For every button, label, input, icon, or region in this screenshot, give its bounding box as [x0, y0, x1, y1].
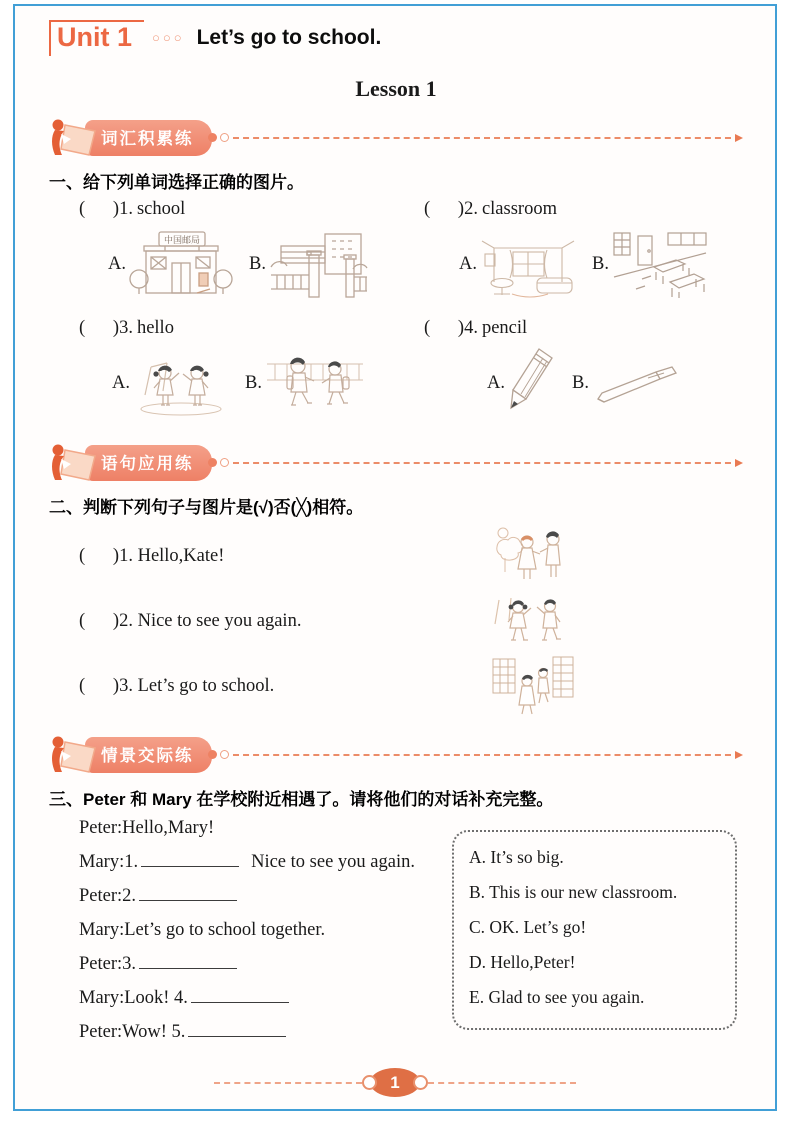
dot-icon [208, 458, 217, 467]
question-number: 2. [464, 198, 478, 219]
question-word: school [136, 198, 186, 219]
options-row [424, 222, 743, 308]
option-a-label: A. [112, 373, 131, 394]
girls-greeting-image [133, 351, 229, 417]
question-number: 4. [464, 317, 478, 338]
section1-banner [49, 116, 743, 160]
option-a [487, 346, 556, 422]
ring-icon [220, 133, 229, 142]
answer-blank-2 [139, 885, 237, 901]
answer-blank-5 [188, 1021, 286, 1037]
section1-badge: 词汇积累练 [85, 120, 212, 156]
question-word: classroom [481, 198, 557, 219]
vocab-question-grid [49, 199, 743, 427]
sentence-text: 2. Nice to see you again. [119, 610, 302, 631]
judge-list [49, 524, 743, 719]
option-b-label: B. [245, 373, 262, 394]
options-row [79, 222, 398, 308]
judge-item-1 [49, 524, 743, 589]
living-room-image [480, 232, 576, 298]
dialogue-line-2 [79, 850, 434, 874]
page-content [15, 6, 775, 1109]
answer-paren: ( ) [79, 198, 120, 219]
answer-option-a: A. It’s so big. [469, 846, 564, 867]
unit-dots-icon: ○○○ [152, 29, 185, 45]
answer-paren: ( ) [79, 317, 120, 338]
option-a [108, 230, 233, 300]
section2-banner [49, 441, 743, 485]
unit-header [49, 20, 743, 56]
speaker-label: Peter: [79, 817, 123, 838]
page-number: 1 [370, 1068, 420, 1097]
vocab-question-3 [79, 318, 398, 427]
answer-option-d: D. Hello,Peter! [469, 951, 576, 972]
post-office-image [129, 230, 233, 300]
page-frame [13, 4, 777, 1111]
ring-icon [220, 458, 229, 467]
page-footer [15, 1068, 775, 1097]
option-a [459, 232, 576, 298]
dialogue-text: Nice to see you again. [251, 851, 415, 872]
dashed-arrow-line [233, 462, 742, 464]
option-b [592, 231, 708, 299]
boys-walking-image [265, 350, 365, 418]
answer-options-box [452, 830, 737, 1030]
answer-option-b: B. This is our new classroom. [469, 881, 678, 902]
answer-paren: ( ) [424, 198, 465, 219]
answer-paren: ( ) [79, 610, 120, 631]
unit-title: Let’s go to school. [196, 25, 382, 49]
vocab-question-1 [79, 199, 398, 308]
section2-badge: 语句应用练 [85, 445, 212, 481]
judge-sentence [49, 611, 491, 632]
dialogue-line-1 [79, 816, 434, 840]
blank-number: 1. [124, 851, 139, 872]
answer-paren: ( ) [79, 675, 120, 696]
lesson-title: Lesson 1 [355, 75, 437, 101]
answer-blank-3 [139, 953, 237, 969]
options-row [79, 341, 398, 427]
post-office-sign-text: 中国邮局 [164, 234, 201, 245]
vocab-question-2 [424, 199, 743, 308]
unit-label: Unit 1 [49, 20, 144, 56]
section3-instruction: 三、Peter 和 Mary 在学校附近相遇了。请将他们的对话补充完整。 [49, 789, 554, 809]
judge-sentence [49, 546, 491, 567]
vocab-question-4 [424, 318, 743, 427]
dialogue-text: Hello,Mary! [122, 817, 215, 838]
question-line [424, 318, 743, 339]
blank-number: Look! 4. [124, 987, 188, 1008]
answer-paren: ( ) [79, 545, 120, 566]
boy-greeting-girl-image [491, 525, 577, 587]
options-row [424, 341, 743, 427]
dialogue-line-5 [79, 952, 434, 976]
footer-dash-right [428, 1082, 576, 1084]
footer-ring-right-icon [413, 1075, 428, 1090]
dialogue-area [49, 816, 743, 1054]
kids-walking-to-school-image [491, 655, 577, 717]
school-gate-image [269, 231, 369, 299]
answer-blank-1 [141, 851, 239, 867]
question-line [79, 318, 398, 339]
question-word: hello [136, 317, 174, 338]
dialogue-line-4 [79, 918, 434, 942]
question-word: pencil [481, 317, 528, 338]
speaker-label: Peter: [79, 885, 123, 906]
mascot-paper-icon [49, 442, 99, 484]
option-b [245, 350, 365, 418]
section3-banner [49, 733, 743, 777]
option-b [572, 362, 680, 406]
footer-ring-left-icon [362, 1075, 377, 1090]
judge-item-3 [49, 654, 743, 719]
blank-number: 3. [122, 953, 137, 974]
question-line [79, 199, 398, 220]
option-b-label: B. [592, 254, 609, 275]
option-b-label: B. [249, 254, 266, 275]
sentence-text: 3. Let’s go to school. [119, 675, 275, 696]
pen-image [592, 362, 680, 406]
mascot-paper-icon [49, 734, 99, 776]
speaker-label: Mary: [79, 919, 125, 940]
ring-icon [220, 750, 229, 759]
section3-badge: 情景交际练 [85, 737, 212, 773]
question-number: 3. [119, 317, 133, 338]
dialogue-line-6 [79, 986, 434, 1010]
speaker-label: Peter: [79, 953, 123, 974]
option-a-label: A. [108, 254, 127, 275]
section1-instruction: 一、给下列单词选择正确的图片。 [49, 172, 304, 192]
footer-dash-left [214, 1082, 362, 1084]
option-a-label: A. [487, 373, 506, 394]
answer-blank-4 [191, 987, 289, 1003]
question-number: 1. [119, 198, 133, 219]
sentence-text: 1. Hello,Kate! [119, 545, 225, 566]
pencil-image [508, 346, 556, 422]
option-a-label: A. [459, 254, 478, 275]
dashed-arrow-line [233, 754, 742, 756]
girl-boy-waving-image [491, 590, 577, 652]
answer-paren: ( ) [424, 317, 465, 338]
speaker-label: Mary: [79, 987, 125, 1008]
dialogue-text: Let’s go to school together. [124, 919, 326, 940]
option-a [112, 351, 229, 417]
mascot-paper-icon [49, 117, 99, 159]
dot-icon [208, 133, 217, 142]
question-line [424, 199, 743, 220]
blank-number: Wow! 5. [122, 1021, 186, 1042]
judge-item-2 [49, 589, 743, 654]
answer-option-c: C. OK. Let’s go! [469, 916, 587, 937]
answer-option-e: E. Glad to see you again. [469, 986, 645, 1007]
dialogue-line-7 [79, 1020, 434, 1044]
option-b [249, 231, 369, 299]
blank-number: 2. [122, 885, 137, 906]
speaker-label: Peter: [79, 1021, 123, 1042]
dot-icon [208, 750, 217, 759]
classroom-desks-image [612, 231, 708, 299]
section2-instruction: 二、判断下列句子与图片是(√)否(╳)相符。 [49, 497, 364, 517]
option-b-label: B. [572, 373, 589, 394]
dialogue-line-3 [79, 884, 434, 908]
speaker-label: Mary: [79, 851, 125, 872]
judge-sentence [49, 676, 491, 697]
dialogue [49, 816, 434, 1054]
dashed-arrow-line [233, 137, 742, 139]
